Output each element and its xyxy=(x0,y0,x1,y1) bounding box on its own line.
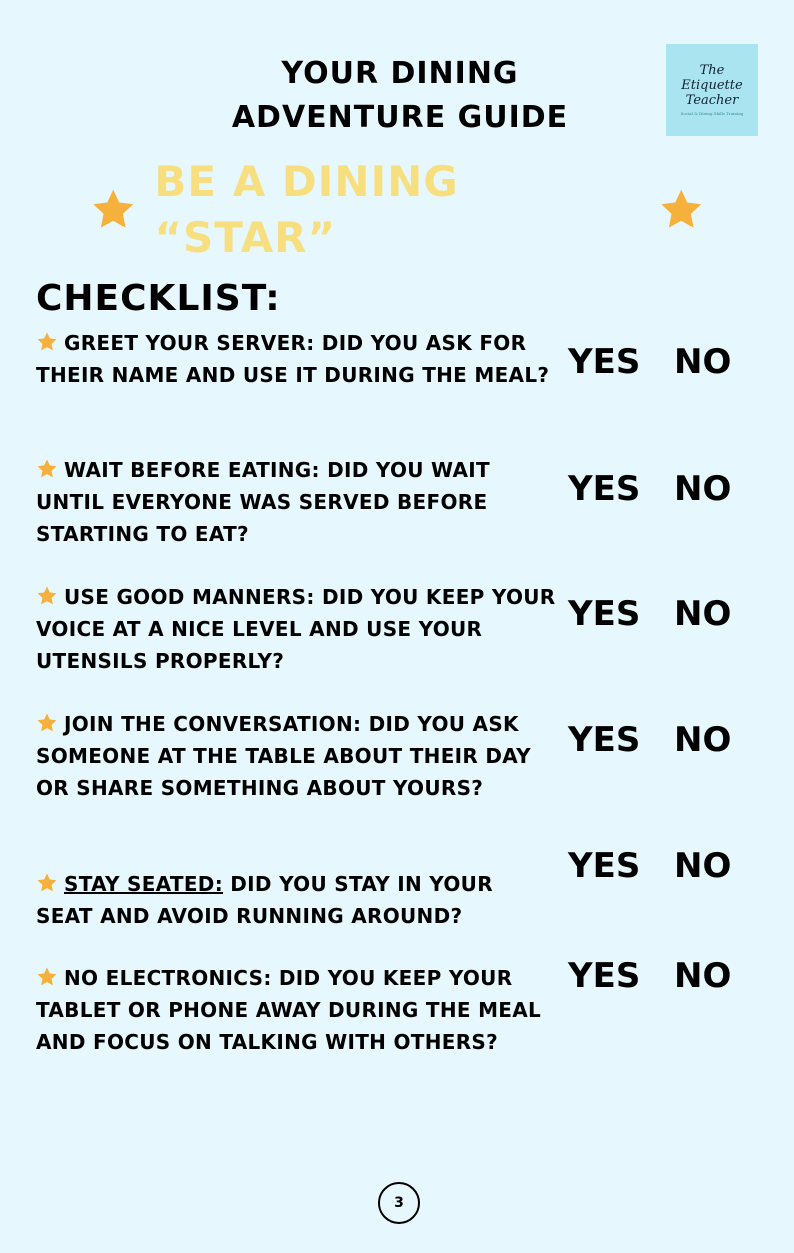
star-icon xyxy=(36,458,58,480)
checklist-item xyxy=(36,868,556,932)
star-icon xyxy=(36,331,58,353)
logo xyxy=(666,44,758,136)
title-line-1: YOUR DINING xyxy=(281,56,519,91)
item-title: USE GOOD MANNERS: xyxy=(64,585,315,609)
item-text: DID YOU KEEP YOUR TABLET OR PHONE AWAY DURING THE MEAL AND FOCUS ON TALKING WITH OTHERS? xyxy=(36,966,542,1054)
star-icon xyxy=(36,712,58,734)
checklist-item xyxy=(36,327,556,391)
item-text: DID YOU WAIT UNTIL EVERYONE WAS SERVED BEFORE STARTING TO EAT? xyxy=(36,458,490,546)
checklist-item xyxy=(36,708,556,804)
logo-line-1: The xyxy=(699,63,725,78)
title-line-2: ADVENTURE GUIDE xyxy=(231,100,569,135)
star-icon xyxy=(36,966,58,988)
checklist-item xyxy=(36,962,556,1058)
no-option[interactable]: NO xyxy=(674,469,732,509)
star-icon xyxy=(36,872,58,894)
yes-option[interactable]: YES xyxy=(568,342,641,382)
yes-option[interactable]: YES xyxy=(568,846,641,886)
no-option[interactable]: NO xyxy=(674,956,732,996)
star-icon xyxy=(90,186,136,234)
item-title: GREET YOUR SERVER: xyxy=(64,331,315,355)
checklist-heading: CHECKLIST: xyxy=(36,278,281,319)
checklist-item xyxy=(36,454,556,550)
yes-option[interactable]: YES xyxy=(568,720,641,760)
item-text: DID YOU ASK FOR THEIR NAME AND USE IT DURING THE MEAL? xyxy=(36,331,550,387)
item-text: DID YOU KEEP YOUR VOICE AT A NICE LEVEL AND USE YOUR UTENSILS PROPERLY? xyxy=(36,585,556,673)
item-text: DID YOU ASK SOMEONE AT THE TABLE ABOUT THEIR DAY OR SHARE SOMETHING ABOUT YOURS? xyxy=(36,712,531,800)
subtitle xyxy=(90,154,704,266)
page-number: 3 xyxy=(378,1182,420,1224)
no-option[interactable]: NO xyxy=(674,846,732,886)
no-option[interactable]: NO xyxy=(674,720,732,760)
logo-line-2: Etiquette xyxy=(681,78,743,93)
item-title: JOIN THE CONVERSATION: xyxy=(64,712,362,736)
yes-option[interactable]: YES xyxy=(568,956,641,996)
item-title: WAIT BEFORE EATING: xyxy=(64,458,320,482)
logo-tagline: Social & Dining Skills Training xyxy=(680,111,744,116)
star-icon xyxy=(36,585,58,607)
page-title xyxy=(200,52,600,140)
item-title: STAY SEATED: xyxy=(64,872,224,896)
logo-line-3: Teacher xyxy=(685,93,739,108)
item-title: NO ELECTRONICS: xyxy=(64,966,272,990)
subtitle-text: BE A DINING “STAR” xyxy=(154,157,459,262)
star-icon xyxy=(658,186,704,234)
no-option[interactable]: NO xyxy=(674,594,732,634)
yes-option[interactable]: YES xyxy=(568,594,641,634)
no-option[interactable]: NO xyxy=(674,342,732,382)
yes-option[interactable]: YES xyxy=(568,469,641,509)
item-text: DID YOU STAY IN YOUR SEAT AND AVOID RUNNING AROUND? xyxy=(36,872,493,928)
checklist-item xyxy=(36,581,556,677)
